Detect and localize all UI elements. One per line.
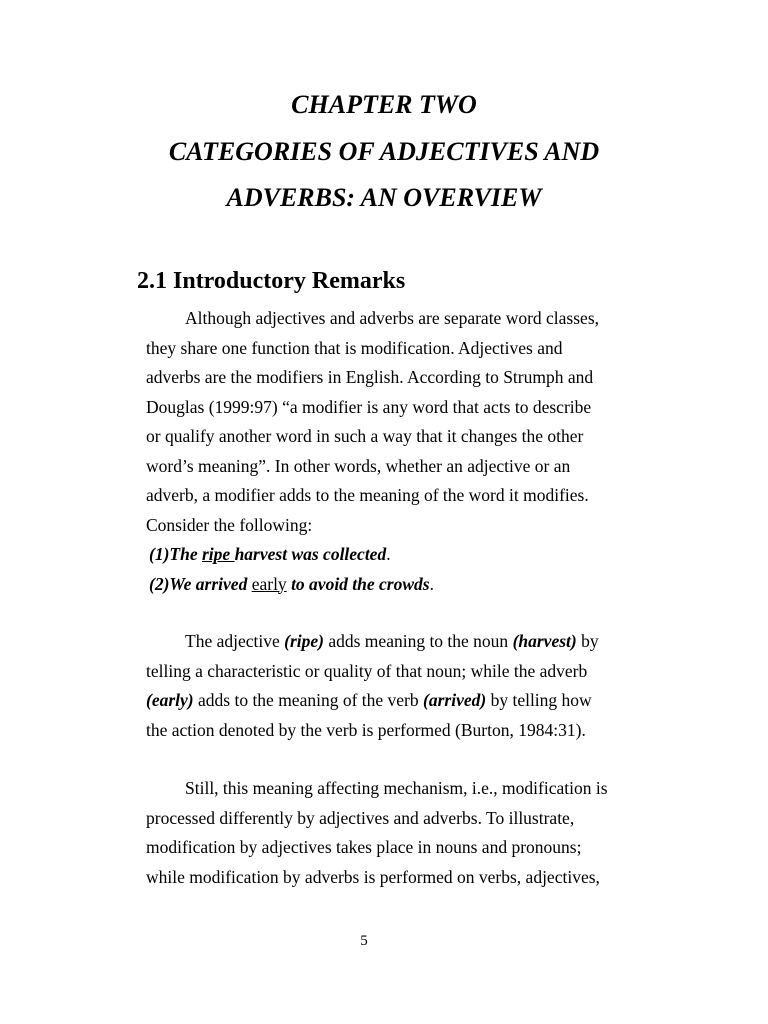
paragraph-line: the action denoted by the verb is performed (Burton, 1984:31).: [146, 719, 586, 740]
emphasis-ripe: (ripe): [284, 631, 324, 651]
chapter-title: [0, 82, 768, 222]
paragraph-line: adverbs are the modifiers in English. According to Strumph and: [146, 367, 594, 387]
paragraph-line: while modification by adverbs is performed on verbs, adjectives,: [146, 866, 600, 887]
paragraph-line: Consider the following:: [146, 514, 313, 535]
paragraph-line: telling a characteristic or quality of that noun; while the adverb: [146, 660, 588, 681]
example-1: [149, 540, 636, 570]
page-number: 5: [360, 933, 368, 949]
text-run: by: [576, 631, 599, 651]
paragraph-1: [146, 304, 636, 599]
paragraph-line: [146, 627, 636, 657]
paragraph-line: Still, this meaning affecting mechanism, i.e., modification is: [185, 778, 608, 798]
paragraph-line: word’s meaning”. In other words, whether an adjective or an: [146, 455, 571, 476]
text-run: by telling how: [486, 690, 592, 710]
example-2: [149, 570, 636, 600]
example-1-lead: (1)The: [149, 544, 202, 564]
example-2-underlined-word: early: [251, 573, 287, 594]
text-run: The adjective: [185, 631, 285, 651]
example-2-lead: (2)We arrived: [149, 573, 252, 594]
text-run: adds meaning to the noun: [323, 631, 513, 651]
text-run: adds to the meaning of the verb: [193, 690, 424, 710]
paragraph-3: [146, 774, 636, 892]
example-1-underlined-word: ripe: [201, 544, 235, 564]
example-2-period: .: [429, 573, 434, 594]
paragraph-line: Douglas (1999:97) “a modifier is any word that acts to describe: [146, 396, 592, 417]
emphasis-early: (early): [146, 690, 194, 710]
paragraph-line: or qualify another word in such a way that it changes the other: [146, 426, 584, 446]
paragraph-2: [146, 627, 636, 745]
emphasis-arrived: (arrived): [423, 690, 487, 710]
paragraph-line: processed differently by adjectives and adverbs. To illustrate,: [146, 807, 575, 828]
example-1-rest: harvest was collected: [234, 544, 387, 564]
paragraph-line: modification by adjectives takes place in nouns and pronouns;: [146, 837, 582, 857]
paragraph-line: [146, 686, 636, 716]
chapter-title-line-3: ADVERBS: AN OVERVIEW: [226, 183, 542, 212]
example-1-period: .: [386, 544, 391, 564]
chapter-title-line-2: CATEGORIES OF ADJECTIVES AND: [168, 136, 600, 166]
paragraph-line: Although adjectives and adverbs are separate word classes,: [185, 308, 600, 328]
section-heading: 2.1 Introductory Remarks: [137, 268, 406, 294]
emphasis-harvest: (harvest): [512, 631, 577, 651]
paragraph-line: adverb, a modifier adds to the meaning of the word it modifies.: [146, 485, 589, 505]
paragraph-line: they share one function that is modification. Adjectives and: [146, 337, 563, 358]
example-2-rest: to avoid the crowds: [286, 573, 430, 594]
chapter-title-line-1: CHAPTER TWO: [291, 90, 477, 119]
